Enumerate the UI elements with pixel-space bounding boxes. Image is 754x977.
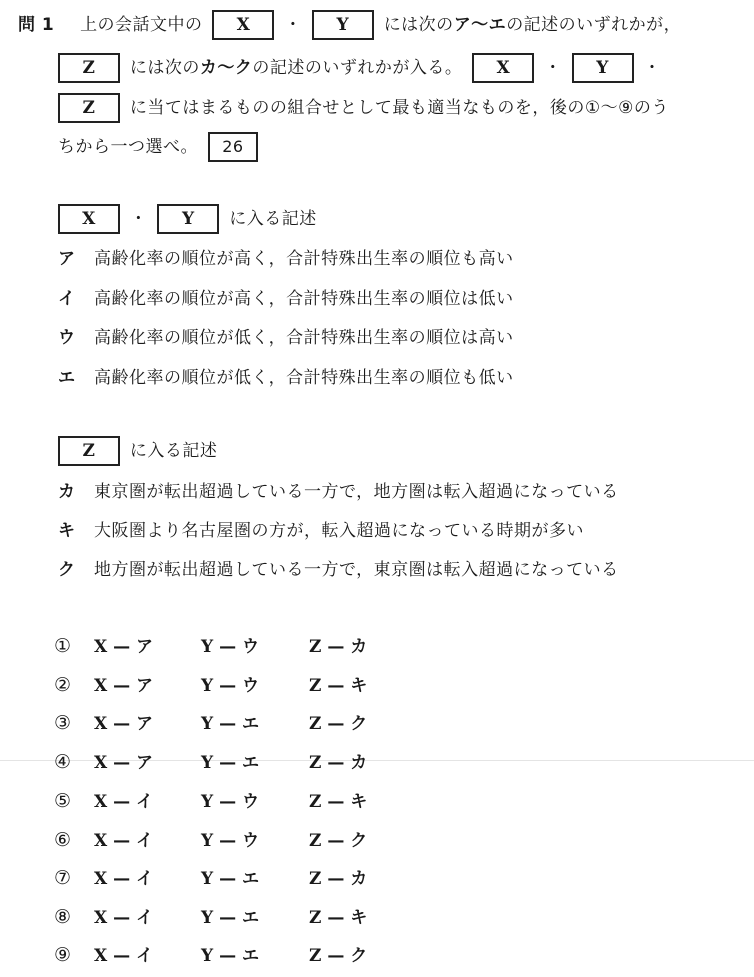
answer-option: [54, 864, 399, 893]
question-text: には次の: [129, 58, 200, 78]
statement-text: 高齢化率の順位が高く，合計特殊出生率の順位は低い: [94, 289, 514, 309]
answer-option: [54, 748, 399, 777]
middle-dot: ・: [284, 15, 302, 35]
pair-x: X — ア: [94, 714, 154, 734]
option-number: ②: [54, 674, 72, 696]
statement-symbol: エ: [58, 368, 76, 388]
pair-x: X — イ: [94, 946, 154, 966]
question-text: の記述のいずれかが入る。: [252, 58, 463, 78]
pair-y: Y — ウ: [201, 637, 259, 657]
option-number: ①: [54, 635, 72, 657]
pair-x: X — イ: [94, 869, 154, 889]
option-number: ⑥: [54, 829, 72, 851]
blank-box-x: X: [212, 10, 274, 40]
answer-option: [54, 903, 399, 932]
pair-x: X — ア: [94, 676, 154, 696]
statement-item: [58, 324, 514, 352]
question-text: のう: [633, 98, 669, 118]
pair-z: Z — ク: [309, 831, 368, 851]
statement-text: 高齢化率の順位が低く，合計特殊出生率の順位は高い: [94, 328, 514, 348]
pair-y: Y — エ: [201, 753, 259, 773]
blank-box-x: X: [472, 53, 534, 83]
statement-item: [58, 478, 619, 506]
pair-y: Y — ウ: [201, 792, 259, 812]
middle-dot: ・: [129, 209, 148, 229]
statement-item: [58, 364, 514, 392]
symbol-range: ア～エ: [453, 15, 507, 35]
question-line-3: [58, 93, 669, 123]
pair-x: X — イ: [94, 792, 154, 812]
statement-symbol: ク: [58, 560, 76, 580]
statement-text: 高齢化率の順位が高く，合計特殊出生率の順位も高い: [94, 249, 514, 269]
statement-text: 高齢化率の順位が低く，合計特殊出生率の順位も低い: [94, 368, 514, 388]
blank-box-y: Y: [157, 204, 219, 234]
statement-text: 大阪圏より名古屋圏の方が，転入超過になっている時期が多い: [94, 521, 584, 541]
pair-y: Y — エ: [201, 908, 259, 928]
pair-z: Z — ク: [309, 946, 368, 966]
pair-y: Y — ウ: [201, 676, 259, 696]
question-line-1: [18, 10, 681, 40]
option-number: ⑨: [54, 944, 72, 966]
option-number: ⑤: [54, 790, 72, 812]
question-text: 上の会話文中の: [80, 15, 203, 35]
pair-y: Y — エ: [201, 946, 259, 966]
middle-dot: ・: [643, 58, 662, 78]
pair-x: X — ア: [94, 637, 154, 657]
option-range: ①～⑨: [584, 98, 634, 118]
pair-z: Z — キ: [309, 676, 368, 696]
answer-option: [54, 826, 399, 855]
pair-z: Z — キ: [309, 908, 368, 928]
question-text: に当てはまるものの組合せとして最も適当なものを，後の: [129, 98, 585, 118]
answer-option: [54, 632, 399, 661]
section-z-heading: [58, 436, 217, 466]
blank-box-x: X: [58, 204, 120, 234]
answer-option: [54, 941, 399, 970]
pair-z: Z — カ: [309, 869, 368, 889]
question-text: には次の: [383, 15, 454, 35]
question-text: ちから一つ選べ。: [58, 137, 198, 157]
blank-box-z: Z: [58, 53, 120, 83]
pair-z: Z — カ: [309, 753, 368, 773]
middle-dot: ・: [544, 58, 562, 78]
pair-x: X — イ: [94, 831, 154, 851]
question-line-4: [58, 132, 262, 162]
answer-option: [54, 709, 399, 738]
statement-item: [58, 245, 514, 273]
blank-box-z: Z: [58, 436, 120, 466]
statement-symbol: ア: [58, 249, 76, 269]
pair-z: Z — カ: [309, 637, 368, 657]
pair-y: Y — ウ: [201, 831, 259, 851]
question-text: の記述のいずれかが，: [506, 15, 682, 35]
pair-z: Z — ク: [309, 714, 368, 734]
answer-option: [54, 787, 399, 816]
statement-symbol: カ: [58, 482, 76, 502]
section-heading-text: に入る記述: [229, 209, 317, 229]
question-number: 問 1: [18, 15, 55, 35]
symbol-range: カ～ク: [199, 58, 253, 78]
statement-item: [58, 285, 514, 313]
pair-x: X — ア: [94, 753, 154, 773]
statement-item: [58, 556, 619, 584]
statement-text: 東京圏が転出超過している一方で，地方圏は転入超過になっている: [94, 482, 619, 502]
statement-symbol: イ: [58, 289, 76, 309]
option-number: ③: [54, 712, 72, 734]
pair-x: X — イ: [94, 908, 154, 928]
question-line-2: [58, 53, 661, 83]
answer-number-box: 26: [208, 132, 258, 162]
pair-y: Y — エ: [201, 714, 259, 734]
blank-box-y: Y: [312, 10, 374, 40]
blank-box-y: Y: [572, 53, 634, 83]
option-number: ⑧: [54, 906, 72, 928]
statement-text: 地方圏が転出超過している一方で，東京圏は転入超過になっている: [94, 560, 619, 580]
pair-y: Y — エ: [201, 869, 259, 889]
statement-symbol: キ: [58, 521, 76, 541]
section-xy-heading: [58, 204, 317, 234]
blank-box-z: Z: [58, 93, 120, 123]
statement-symbol: ウ: [58, 328, 76, 348]
answer-option: [54, 671, 399, 700]
pair-z: Z — キ: [309, 792, 368, 812]
option-number: ⑦: [54, 867, 72, 889]
statement-item: [58, 517, 584, 545]
section-heading-text: に入る記述: [129, 441, 218, 461]
option-number: ④: [54, 751, 72, 773]
